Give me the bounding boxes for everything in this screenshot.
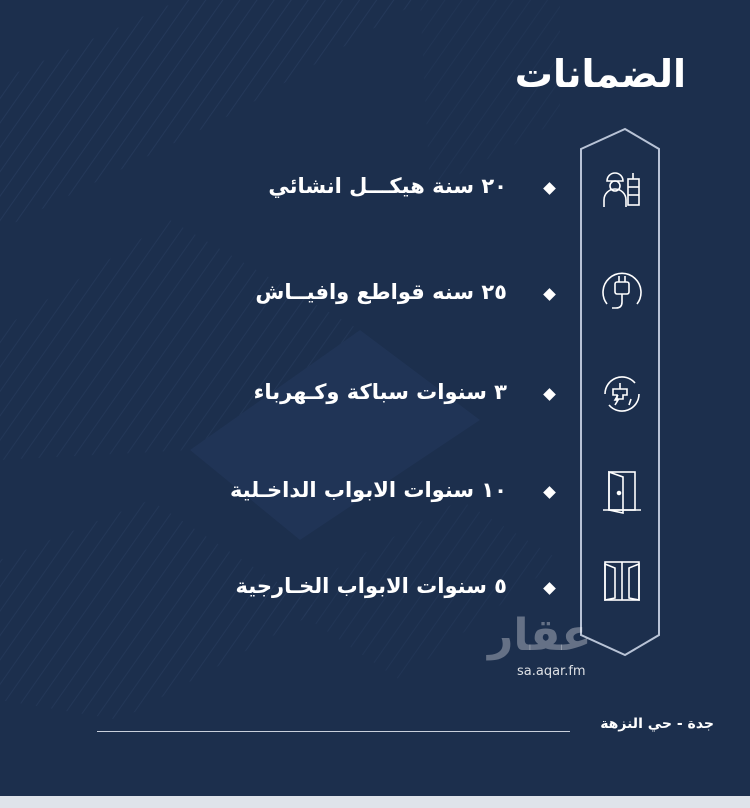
guarantee-item	[0, 170, 575, 210]
page-title: الضمانات	[514, 52, 686, 96]
guarantee-item-label: ٢٥ سنه قواطع وافيــاش	[255, 280, 507, 304]
construction-worker-icon	[597, 163, 647, 213]
guarantee-item-label: ١٠ سنوات الابواب الداخـلية	[229, 478, 507, 502]
bullet-icon	[543, 288, 556, 301]
guarantee-item	[0, 570, 575, 610]
guarantee-item	[0, 474, 575, 514]
bottom-strip	[0, 796, 750, 808]
bullet-icon	[543, 582, 556, 595]
exterior-door-icon	[597, 556, 647, 606]
bullet-icon	[543, 182, 556, 195]
bullet-icon	[543, 388, 556, 401]
guarantee-item-label: ٣ سنوات سباكة وكـهرباء	[253, 380, 507, 404]
electric-plug-icon	[597, 266, 647, 316]
plumbing-electric-icon	[597, 369, 647, 419]
divider	[97, 731, 570, 732]
location-label: جدة - حي النزهة	[600, 716, 714, 732]
bullet-icon	[543, 486, 556, 499]
interior-door-icon	[597, 466, 647, 516]
watermark-url: sa.aqar.fm	[517, 664, 586, 679]
guarantee-item-label: ٢٠ سنة هيكـــل انشائي	[268, 174, 507, 198]
watermark-logo: عقار	[488, 610, 592, 661]
guarantee-item-label: ٥ سنوات الابواب الخـارجية	[235, 574, 507, 598]
guarantee-item	[0, 276, 575, 316]
guarantee-item	[0, 376, 575, 416]
